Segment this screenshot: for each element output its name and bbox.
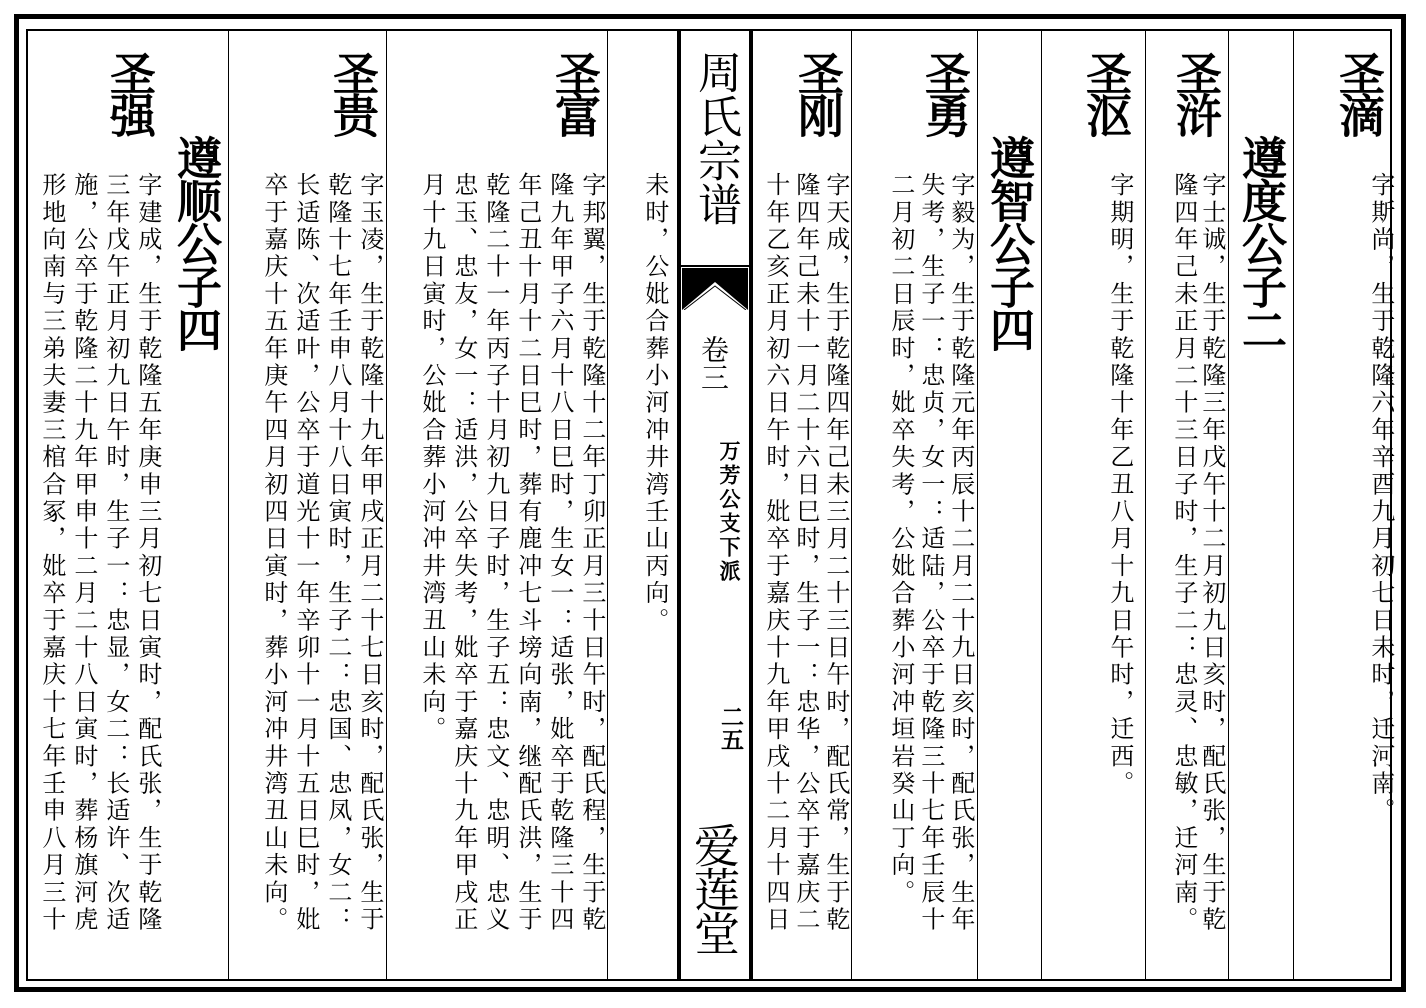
volume-label: 卷三 — [697, 335, 730, 391]
entry-name-sheng-gang: 圣刚 — [791, 50, 845, 134]
entry-text-sheng-gang-2: 隆四年己未十一月二十六日巳时，生子一：忠华，公卒于嘉庆二 — [791, 172, 820, 934]
column-divider — [851, 29, 852, 981]
column-divider — [1293, 29, 1294, 981]
entry-text-sheng-qiang-3: 施，公卒于乾隆二十九年甲申十二月二十八日寅时，葬杨旗河虎 — [69, 172, 98, 934]
page-number: 二五 — [717, 705, 744, 751]
entry-text-sheng-fu-4: 乾隆二十一年丙子十月初九日子时，生子五：忠文、忠明、忠义 — [481, 172, 510, 934]
entry-text-sheng-gang-3: 十年乙亥正月初六日午时，妣卒于嘉庆十九年甲戌十二月十四日 — [761, 172, 790, 934]
entry-text-sheng-fu-2: 隆九年甲子六月十八日巳时，生女一：适张，妣卒于乾隆三十四 — [545, 172, 574, 934]
spine-divider-right — [749, 29, 753, 981]
entry-name-sheng-qiang: 圣强 — [103, 50, 157, 134]
entry-text-sheng-qiang-1: 字建成，生于乾隆五年庚申三月初七日寅时，配氏张，生于乾隆 — [133, 172, 162, 934]
entry-text-sheng-gui-2: 乾隆十七年壬申八月十八日寅时，生子二：忠国、忠凤，女二： — [323, 172, 352, 934]
entry-text-sheng-fu-1: 字邦翼，生于乾隆十二年丁卯正月三十日午时，配氏程，生于乾 — [577, 172, 606, 934]
entry-name-sheng-di: 圣滴 — [1332, 50, 1386, 134]
entry-text-sheng-yong-3: 二月初二日辰时，妣卒失考，公妣合葬小河冲垣岩癸山丁向。 — [886, 172, 915, 907]
entry-text-sheng-gui-1: 字玉凌，生于乾隆十九年甲戌正月二十七日亥时，配氏张，生于 — [355, 172, 384, 934]
column-divider — [228, 29, 229, 981]
column-divider — [1145, 29, 1146, 981]
entry-text-sheng-xu-2: 隆四年己未正月二十三日子时，生子二：忠灵、忠敏，迁河南。 — [1169, 172, 1198, 934]
column-divider — [607, 29, 608, 981]
entry-text-sheng-gang-1: 字天成，生于乾隆四年己未三月二十三日午时，配氏常，生于乾 — [821, 172, 850, 934]
spine-rule-top — [681, 265, 749, 267]
spine-divider-left — [677, 29, 681, 981]
heading-zunshun: 遵顺公子四 — [169, 135, 222, 350]
entry-text-sheng-qiang-2: 三年戊午正月初九日午时，生子一：忠显，女二：长适许、次适 — [101, 172, 130, 934]
column-divider — [1041, 29, 1042, 981]
heading-zunzhi: 遵智公子四 — [982, 135, 1035, 350]
column-divider — [386, 29, 387, 981]
fishtail-banner-icon — [682, 268, 748, 310]
entry-text-sheng-gui-3: 长适陈、次适叶，公卒于道光十一年辛卯十一月十五日巳时，妣 — [291, 172, 320, 934]
column-divider — [977, 29, 978, 981]
branch-label: 万芳公支下派 — [717, 440, 742, 584]
entry-text-sheng-fu-6: 月十九日寅时，公妣合葬小河冲井湾丑山未向。 — [417, 172, 446, 744]
entry-text-sheng-qiang-4: 形地向南与三弟夫妻三棺合冢，妣卒于嘉庆十七年壬申八月三十 — [37, 172, 66, 934]
entry-name-sheng-fu: 圣富 — [548, 50, 602, 134]
column-divider — [1228, 29, 1229, 981]
entry-name-sheng-ou: 圣沤 — [1079, 50, 1133, 134]
entry-name-sheng-yong: 圣勇 — [918, 50, 972, 134]
entry-text-sheng-fu-5: 忠玉、忠友，女一：适洪，公卒失考，妣卒于嘉庆十九年甲戌正 — [449, 172, 478, 934]
continuation-text: 未时，公妣合葬小河冲井湾壬山丙向。 — [640, 172, 669, 635]
heading-zundu: 遵度公子二 — [1234, 135, 1287, 350]
entry-text-sheng-fu-3: 年己丑十月十二日巳时，葬有鹿冲七斗塝向南，继配氏洪，生于 — [513, 172, 542, 934]
entry-text-sheng-di: 字斯尚，生于乾隆六年辛酉九月初七日未时，迁河南。 — [1366, 172, 1395, 825]
entry-text-sheng-ou: 字期明，生于乾隆十年乙丑八月十九日午时，迁西。 — [1105, 172, 1134, 798]
entry-name-sheng-xu: 圣浒 — [1169, 50, 1223, 134]
entry-name-sheng-gui: 圣贵 — [326, 50, 380, 134]
entry-text-sheng-gui-4: 卒于嘉庆十五年庚午四月初四日寅时，葬小河冲井湾丑山未向。 — [259, 172, 288, 934]
entry-text-sheng-yong-2: 失考，生子一：忠贞，女一：适陆，公卒于乾隆三十七年壬辰十 — [916, 172, 945, 934]
genealogy-title: 周氏宗谱 — [690, 50, 741, 226]
entry-text-sheng-xu-1: 字士诚，生于乾隆三年戊午十二月初九日亥时，配氏张，生于乾 — [1197, 172, 1226, 934]
entry-text-sheng-yong-1: 字毅为，生于乾隆元年丙辰十二月二十九日亥时，配氏张，生年 — [946, 172, 975, 934]
hall-name: 爱莲堂 — [687, 822, 741, 954]
